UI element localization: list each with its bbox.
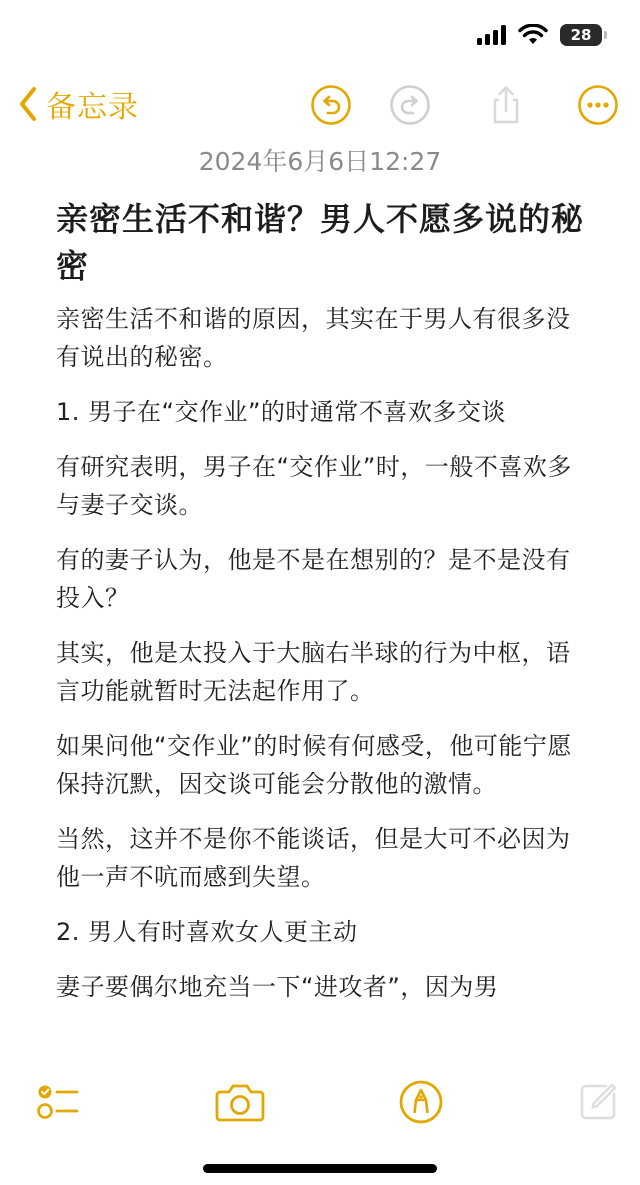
- note-paragraph: 有的妻子认为，他是不是在想别的？是不是没有投入？: [56, 546, 571, 612]
- bottom-toolbar: [0, 1070, 640, 1130]
- compose-icon: [576, 1080, 620, 1124]
- camera-button[interactable]: [214, 1076, 266, 1128]
- wifi-icon: [518, 24, 548, 46]
- nav-bar: [0, 78, 640, 134]
- more-icon: [577, 84, 619, 126]
- back-button[interactable]: [18, 82, 139, 126]
- cellular-signal-icon: [477, 25, 506, 45]
- redo-icon: [389, 84, 431, 126]
- battery-indicator: [560, 24, 602, 46]
- share-icon: [485, 84, 527, 126]
- redo-button[interactable]: [389, 84, 431, 126]
- checklist-button[interactable]: [32, 1076, 84, 1128]
- note-title: 亲密生活不和谐？男人不愿多说的秘密: [56, 200, 585, 285]
- note-paragraph: 如果问他“交作业”的时候有何感受，他可能宁愿保持沉默，因交谈可能会分散他的激情。: [56, 732, 572, 798]
- chevron-left-icon: [18, 86, 38, 122]
- note-paragraph: 其实，他是太投入于大脑右半球的行为中枢，语言功能就暂时无法起作用了。: [56, 639, 571, 705]
- status-bar: [0, 0, 640, 72]
- undo-icon: [310, 84, 352, 126]
- battery-level: 28: [570, 26, 592, 44]
- share-button[interactable]: [485, 84, 527, 126]
- note-body[interactable]: [56, 196, 586, 1023]
- note-paragraph: 当然，这并不是你不能谈话，但是大可不必因为他一声不吭而感到失望。: [56, 825, 571, 891]
- markup-pen-icon: [398, 1079, 444, 1125]
- note-paragraph: 有研究表明，男子在“交作业”时，一般不喜欢多与妻子交谈。: [56, 453, 572, 519]
- home-indicator[interactable]: [203, 1164, 437, 1173]
- note-paragraph: 2. 男人有时喜欢女人更主动: [56, 918, 358, 946]
- status-icons: [477, 24, 602, 46]
- camera-icon: [214, 1080, 266, 1124]
- markup-button[interactable]: [395, 1076, 447, 1128]
- note-paragraph: 亲密生活不和谐的原因，其实在于男人有很多没有说出的秘密。: [56, 305, 571, 371]
- checklist-icon: [35, 1079, 81, 1125]
- note-paragraph: 妻子要偶尔地充当一下“进攻者”，因为男: [56, 973, 499, 1001]
- more-button[interactable]: [577, 84, 619, 126]
- back-label: 备忘录: [46, 90, 139, 125]
- note-date: 2024年6月6日12:27: [198, 147, 442, 176]
- note-paragraph: 1. 男子在“交作业”的时通常不喜欢多交谈: [56, 398, 506, 426]
- undo-button[interactable]: [310, 84, 352, 126]
- compose-button[interactable]: [572, 1076, 624, 1128]
